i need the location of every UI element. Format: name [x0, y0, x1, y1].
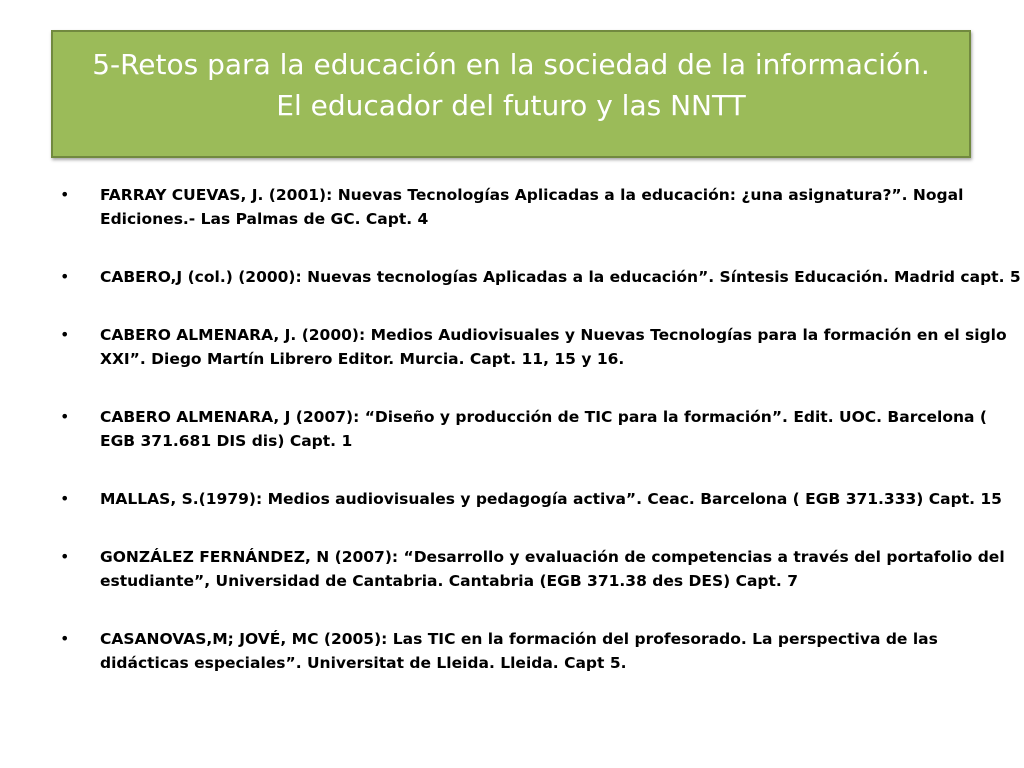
reference-item	[60, 405, 987, 453]
reference-item	[60, 265, 1021, 289]
slide-title	[61, 44, 961, 126]
bullet-icon: •	[60, 325, 70, 344]
bullet-icon: •	[60, 547, 70, 566]
bullet-icon: •	[60, 267, 70, 286]
reference-item	[60, 487, 1002, 511]
reference-text-line: GONZÁLEZ FERNÁNDEZ, N (2007): “Desarrollo y evaluación de competencias a través del portafolio del	[100, 548, 1005, 566]
references-list	[60, 183, 1021, 709]
bullet-icon: •	[60, 407, 70, 426]
reference-item	[60, 545, 1005, 593]
reference-item	[60, 183, 970, 231]
reference-text-line: CABERO ALMENARA, J. (2000): Medios Audiovisuales y Nuevas Tecnologías para la formación en el siglo	[100, 326, 1007, 344]
reference-text-line: estudiante”, Universidad de Cantabria. Cantabria (EGB 371.38 des DES) Capt. 7	[100, 572, 798, 590]
reference-text-line: MALLAS, S.(1979): Medios audiovisuales y pedagogía activa”. Ceac. Barcelona ( EGB 371.333) Capt. 15	[100, 490, 1002, 508]
reference-text-line: EGB 371.681 DIS dis) Capt. 1	[100, 432, 353, 450]
reference-text-line: CABERO,J (col.) (2000): Nuevas tecnologías Aplicadas a la educación”. Síntesis Educación. Madrid capt. 5	[100, 268, 1021, 286]
reference-text-line: didácticas especiales”. Universitat de Lleida. Lleida. Capt 5.	[100, 654, 627, 672]
bullet-icon: •	[60, 489, 70, 508]
reference-text-line: XXI”. Diego Martín Librero Editor. Murcia. Capt. 11, 15 y 16.	[100, 350, 625, 368]
title-banner	[51, 30, 971, 158]
reference-item	[60, 323, 1007, 371]
bullet-icon: •	[60, 629, 70, 648]
slide-title-line-1: 5-Retos para la educación en la sociedad de la información.	[92, 48, 930, 81]
reference-text-line: CASANOVAS,M; JOVÉ, MC (2005): Las TIC en la formación del profesorado. La perspectiva de las	[100, 630, 938, 648]
reference-item	[60, 627, 970, 675]
reference-text-line: Ediciones.- Las Palmas de GC. Capt. 4	[100, 210, 429, 228]
reference-text-line: CABERO ALMENARA, J (2007): “Diseño y producción de TIC para la formación”. Edit. UOC. Barcelona (	[100, 408, 987, 426]
bullet-icon: •	[60, 185, 70, 204]
reference-text-line: FARRAY CUEVAS, J. (2001): Nuevas Tecnologías Aplicadas a la educación: ¿una asignatura?”. Nogal	[100, 186, 964, 204]
slide-title-line-2: El educador del futuro y las NNTT	[276, 89, 746, 122]
